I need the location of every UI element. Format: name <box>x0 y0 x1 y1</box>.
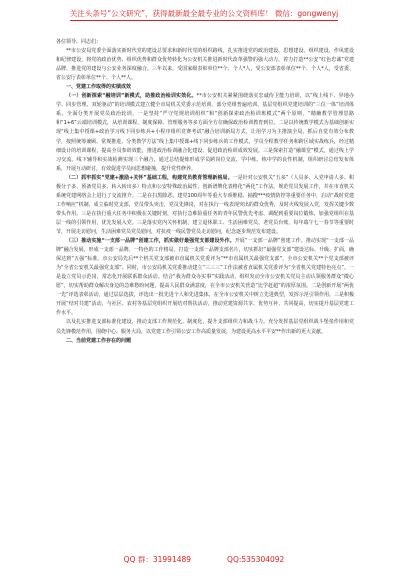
paragraph-2-lead: （一）创新探索“融培训”新模式，助推政治检训实效化。 <box>66 93 197 100</box>
banner-text: 关注头条号“公文研究”，获得最新最全最专业的公文资料库！ 微信：gongwenyj <box>70 9 339 21</box>
paragraph-2-text: **市公安机关紧紧围绕落实忠诚侍卫能力培训，以“线上线下、异地办学、同步管理、双轮驱动”的培训模式建立健全市局机关党委示范培训、部分党组普遍培训、基层党组织党建培训的“三位一体”培训体系。全面分类开展党员政治轮训，一是坚持“严守党规培训组织”和“创新探索政治检训班模式”两个原则，“精确教学管理思路和“1+6”云端培训模式，从培训课程、制度保障、管理服务等多方面全方位确保政治检训教育到位。二是以传统教学模式为基础创新实现“线上集中授课+政治学习线下同步练兵+小程序组织竞赛考试”融合培训新局方式，让用学习为主推演全局，抓后自觉有效分布教学，按照统筹兼顾、常规推进、分类教学方法“线上集中授课+线下同步练兵的工作模式，学员全程教学任务和跨区域实战练兵，经过精细设计的培训课程，提高全员参训效能，推进政治检训融合化建设、促进政治检训成效发展。三是探索打造“融课堂”模式，通过线上学习交流、线下辅导和实战检测实现三个融合，通过总结提炼形成学员跨岗位交流、学中练、练中学的良性机制，组织研讨总结发布体系，开展互动研讨，有效促进学员间思想碰撞，提升党性修养。 <box>56 93 354 172</box>
section-heading-2: 二、当前党建工作存在的问题 <box>66 337 132 344</box>
paragraph-3-text: 一是针对公安机关“五多”（人员多、入党申请人多、积极分子多、预备党员多、转入转出多）特点和公安特殊政治属性，创新谱牌化表格化“两化”工作法，规范党员发展工作，并在市直机关系统党建网络会上进行了交流推介。二是在扫黑除恶、建党100周年等重大专项维稳、抽搜***疫情防控等重要任务中，启动“战时党建工作响应”机制，成立临时党支部，党员带头突击，党员先锋岗，对在执行一线表现突出的群众优秀，及时火线发展入党，发挥关键少数带头作用。三是在执行重大任务中积极在关键时刻，对执行急难险重任务的青年民警优先考虑、调配到重要岗位锻炼，加强党组织在基层一线的引领作用，优先发展入党。三是落实党内关怀机制，建立退休职工、生活困难党员、老党员台账，每年端午七一春节等重要时节，开展走访慰问，生活困难党员党员慰问，对抗疫一线民警党员走访慰问，纪念逐步规范发布建设。 <box>56 174 354 235</box>
paragraph-4-lead: （三）推动实施“一支部一品牌”创建工作，抓实做好最强党支部建设外作。 <box>66 238 235 245</box>
paragraph-5: 以及扎实推进支部标准化建设，推动支部工作规范化、制度化，提升支部组织力和战斗力。充分发挥基层党组织战斗堡垒作用和党员先锋模范作用，围绕中心、服务大局，以党建工作引领公安工作高质量发展，为建设更高水平平安**作出新的更大贡献。 <box>56 319 354 335</box>
greeting: 各位领导、同志们： <box>56 39 102 45</box>
header-banner <box>0 0 408 30</box>
paragraph-4-text: 开展“一支部一品牌”创建工作。推动实现“一支部一品牌”融合发展，形成一支部一品牌、一特色的工作格局，打造一支部一品牌支部名片，切实抓好“最强党支部”建设达标、升级、扩面，确保达到“五强”标准。市公安局先后**个机关党支部被市直属机关党委评为“**市直属机关最强党支部”，全市公安机关**个党支部被评为“全省公安机关最强党支部”。同时，市公安局机关党委推动建立“三三三”工作法被省直属机关党委评为“全省机关党建特色亮点”。一是设立党员示范岗，常态化开展联系群众活动。结合“我为群众办实事”实践活动，组织发动全市公安机关党员主动认领服务群众“微心愿”，切实帮助群众解决身边的急难愁盼问题，提高人民群众满意度，在全市公安机关营造“比学赶超”的浓厚氛围。二是创新开展“两优一先”评选表彰活动，通过层层选拔，评选出一批先进个人和先进集体，在全市公安机关中树立先进典型，发挥示范引领作用。三是积极开展“结对共建”活动，与社区、农村等基层党组织开展结对帮扶活动，推动党建资源共享、优势互补、共同提高，切实提升基层党建工作水平。 <box>56 238 354 317</box>
paragraph-3 <box>56 174 354 237</box>
intro-paragraph: **市公安局党委全面落实新时代党的建设总要求和新时代党的组织路线，扎实推进党的政治建设、思想建设、组织建设、作风建设和纪律建设，将党的政治优势、组织优势和群众优势转化为公安机关推进新时代改革强警的强大动力，着力打造**公安“红色忠诚”党建品牌，推进党的建设与公安业务深度融合。三年以来，受国家级表彰单位**个、个人*人，受公安部表彰单位**个、个人*人，受省委、省公安厅表彰单位**个、个人**人。 <box>56 48 354 82</box>
section-heading-1: 一、党建工作取得的实绩成效 <box>66 84 132 91</box>
paragraph-3-lead: （二）抓牢抓实“党建+激励+关怀”基础工程，构建党员教育管理新格局。 <box>66 174 233 181</box>
paragraph-2 <box>56 92 354 173</box>
footer-qq-group: QQ 群：31991489 <box>123 555 192 564</box>
document-body <box>56 38 354 543</box>
paragraph-4 <box>56 237 354 318</box>
footer-qq: QQ:535304092 <box>227 555 285 564</box>
footer <box>0 553 408 567</box>
